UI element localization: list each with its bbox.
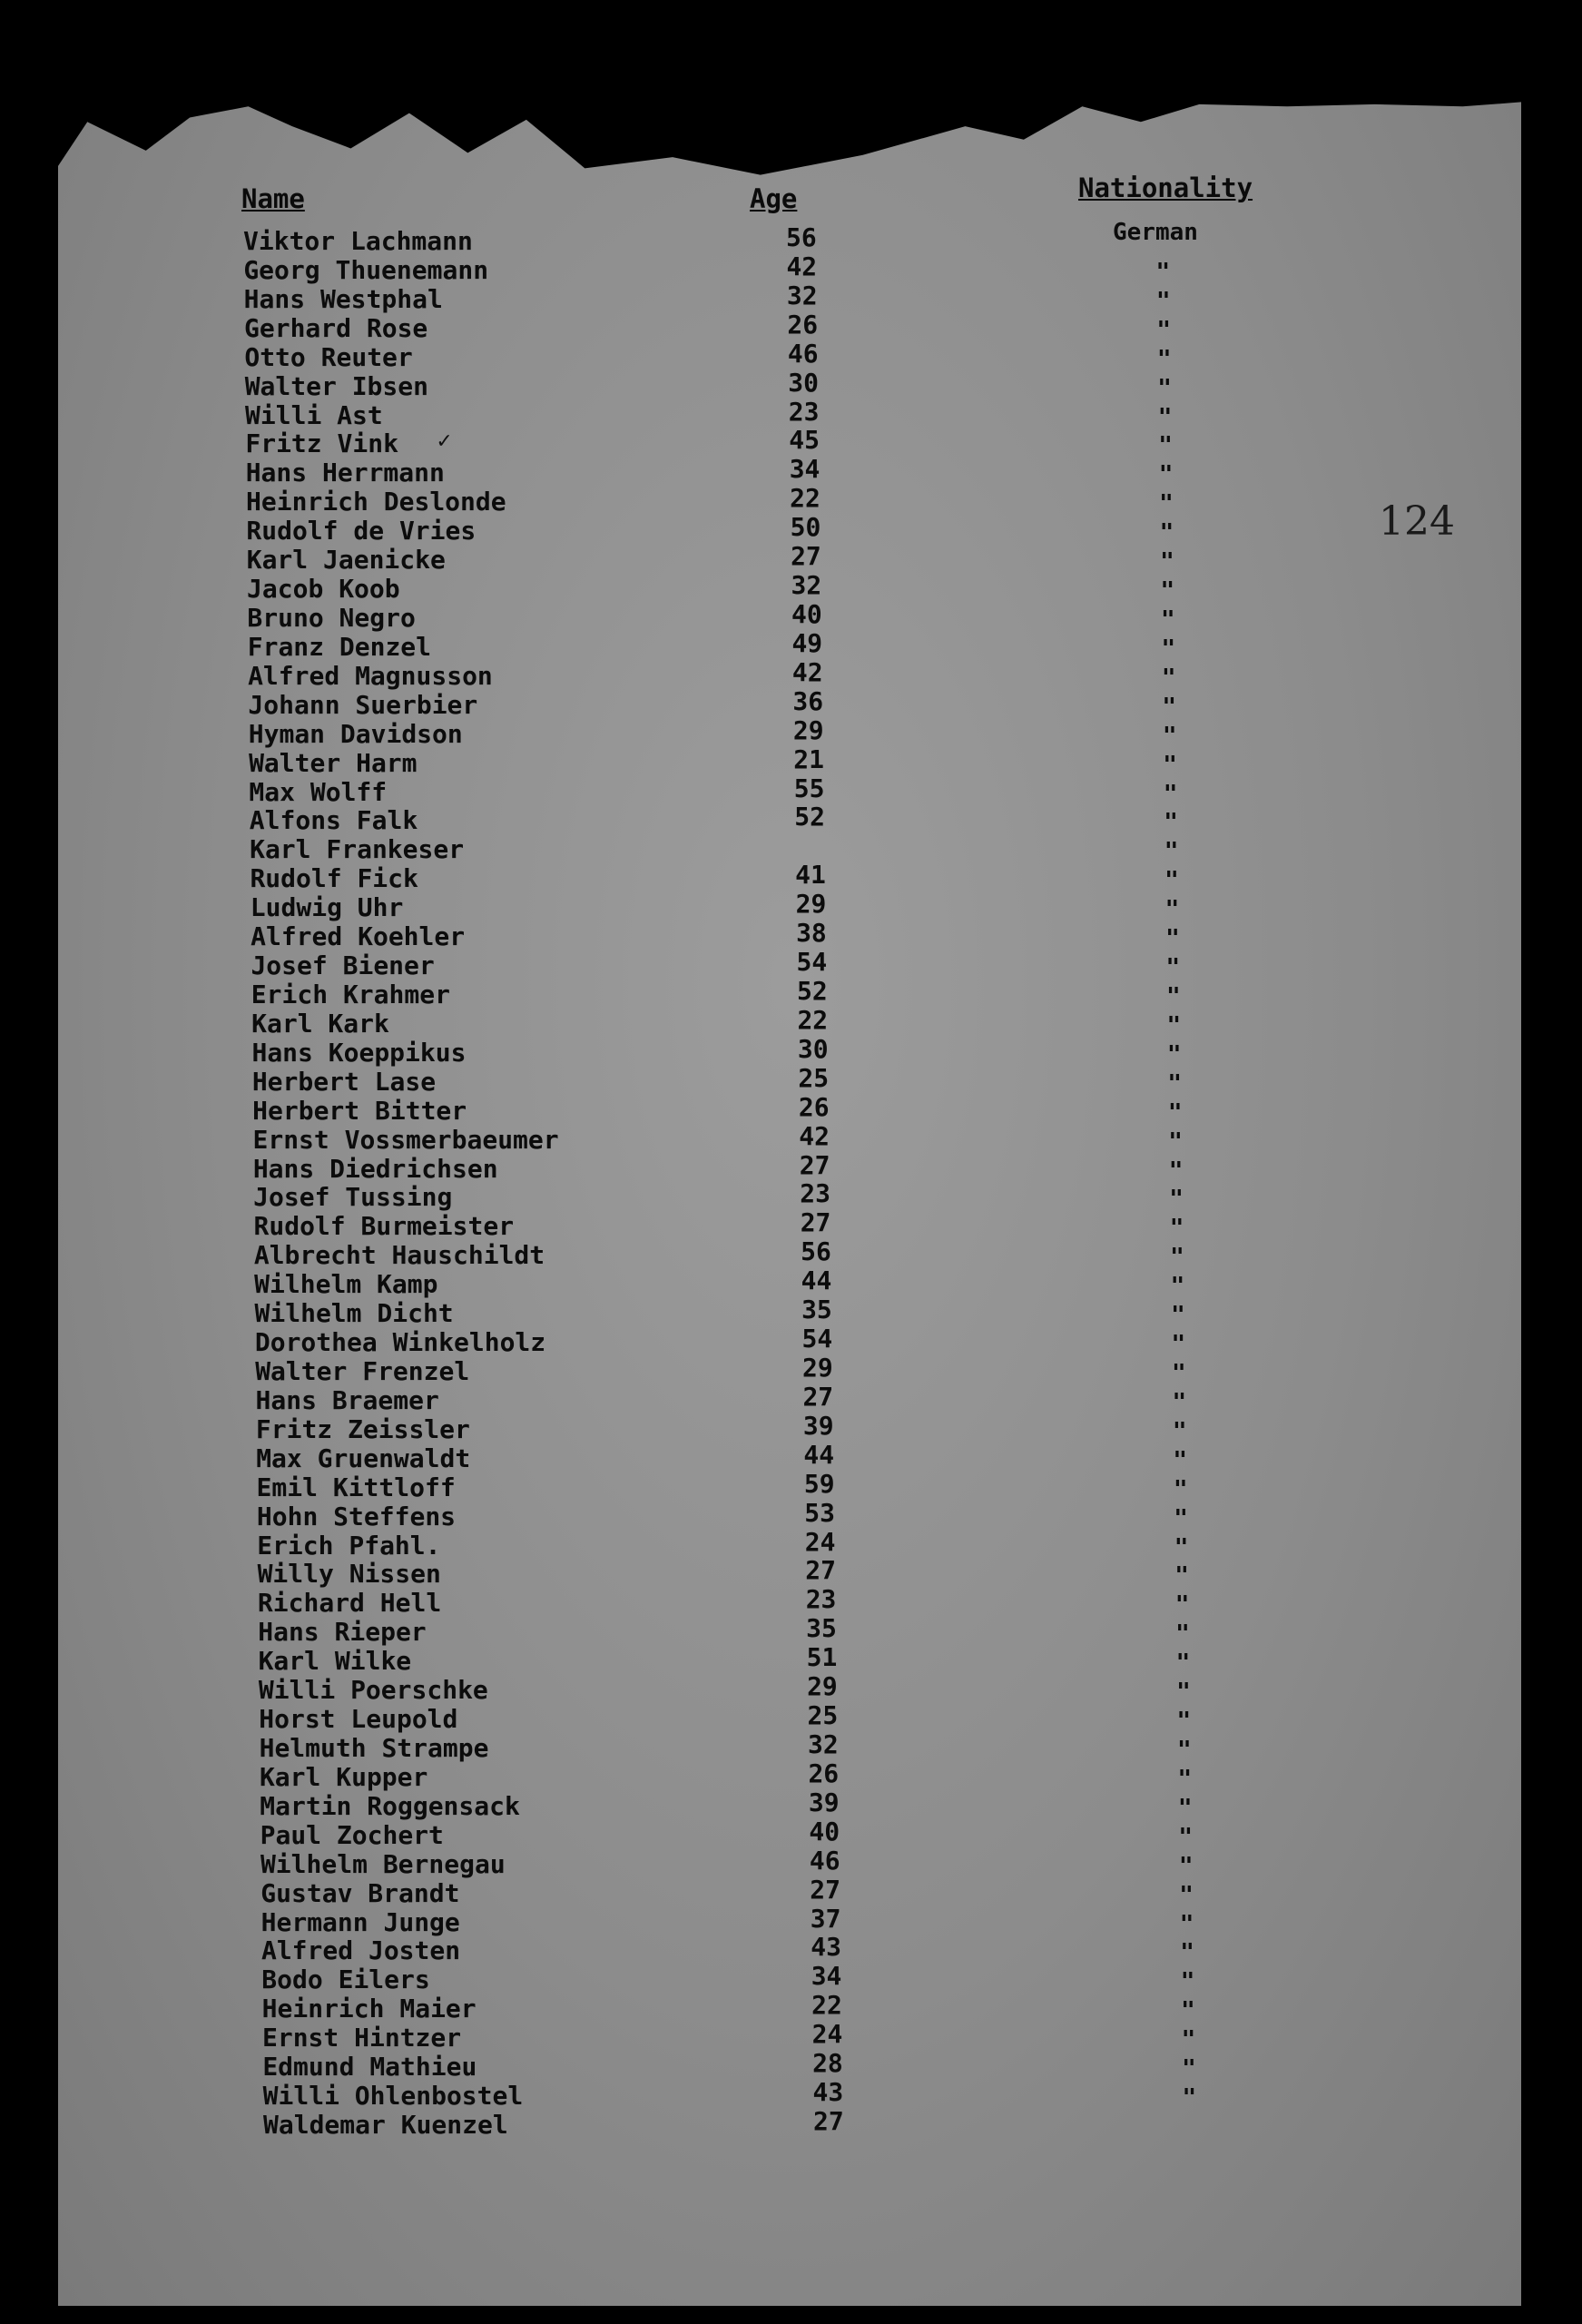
row-age: 42 (786, 251, 818, 281)
row-age: 22 (797, 1004, 829, 1035)
row-nationality: " (1159, 519, 1174, 547)
row-name: Fritz Vink (245, 428, 398, 459)
row-nationality: " (1178, 1852, 1194, 1880)
row-nationality: " (1156, 316, 1172, 344)
row-name: Max Wolff (249, 776, 388, 807)
row-age: 41 (795, 860, 826, 891)
row-nationality: " (1164, 809, 1178, 837)
row-age: 27 (813, 2106, 844, 2136)
row-name: Alfons Falk (249, 805, 418, 836)
row-age: 38 (796, 918, 827, 949)
row-age: 27 (799, 1149, 830, 1180)
row-age: 22 (811, 1990, 842, 2021)
row-nationality: " (1177, 1765, 1193, 1793)
row-age: 27 (805, 1555, 836, 1586)
row-nationality: " (1176, 1679, 1191, 1707)
row-nationality: " (1165, 925, 1180, 953)
row-nationality: " (1177, 1737, 1192, 1764)
row-nationality: " (1164, 867, 1179, 895)
row-age: 27 (791, 541, 821, 572)
row-nationality: " (1167, 1098, 1183, 1127)
row-name: Erich Pfahl. (257, 1530, 441, 1561)
row-name: Hans Diedrichsen (252, 1153, 498, 1184)
row-age: 32 (791, 570, 822, 601)
row-nationality: " (1166, 983, 1181, 1010)
row-name: Wilhelm Dicht (254, 1298, 454, 1329)
row-nationality: " (1168, 1128, 1183, 1156)
row-nationality: " (1163, 780, 1178, 808)
row-nationality: " (1171, 1302, 1185, 1330)
row-nationality: " (1155, 258, 1171, 286)
row-nationality: " (1174, 1562, 1189, 1590)
row-name: Alfred Koehler (251, 921, 466, 952)
row-age: 28 (812, 2048, 843, 2079)
row-age: 23 (805, 1584, 837, 1615)
row-age: 23 (800, 1178, 830, 1209)
row-age: 44 (801, 1265, 832, 1296)
row-nationality: " (1164, 896, 1180, 924)
row-nationality: " (1177, 1794, 1193, 1822)
row-name: Karl Kark (251, 1008, 389, 1039)
row-nationality: " (1175, 1649, 1191, 1678)
row-age: 46 (809, 1845, 840, 1876)
header-name: Name (241, 183, 305, 214)
row-age: 56 (786, 222, 817, 252)
row-name: Hans Rieper (258, 1617, 427, 1648)
row-nationality: " (1157, 403, 1173, 431)
row-name: Albrecht Hauschildt (253, 1240, 545, 1271)
row-nationality: " (1172, 1388, 1187, 1416)
row-age: 35 (806, 1613, 837, 1644)
row-name: Rudolf de Vries (246, 516, 477, 547)
row-name: Herbert Bitter (252, 1095, 467, 1126)
row-age: 29 (807, 1671, 838, 1702)
row-nationality: " (1166, 1040, 1182, 1068)
row-name: Ernst Hintzer (261, 2023, 462, 2053)
row-name: Waldemar Kuenzel (263, 2110, 508, 2140)
row-age: 32 (808, 1729, 839, 1759)
row-age: 40 (809, 1816, 840, 1846)
row-name: Viktor Lachmann (243, 226, 473, 256)
row-age: 30 (797, 1033, 829, 1064)
row-age: 23 (788, 396, 820, 427)
row-age: 43 (811, 1932, 841, 1963)
row-nationality: " (1158, 461, 1174, 489)
row-age: 34 (789, 454, 820, 485)
row-name: Wilhelm Kamp (254, 1269, 438, 1300)
page-number: 124 (1379, 498, 1455, 545)
row-name: Hyman Davidson (248, 718, 463, 749)
row-name: Bruno Negro (247, 603, 416, 633)
row-name: Bodo Eilers (261, 1965, 430, 1995)
row-age: 30 (788, 367, 820, 398)
row-name: Emil Kittloff (256, 1472, 456, 1502)
row-nationality: " (1166, 1011, 1182, 1039)
row-nationality: " (1164, 838, 1179, 866)
row-name: Rudolf Burmeister (253, 1211, 515, 1242)
row-age: 42 (791, 656, 823, 687)
row-age: 52 (794, 802, 825, 832)
row-nationality: " (1175, 1620, 1190, 1649)
row-name: Wilhelm Bernegau (260, 1848, 506, 1879)
row-age: 29 (802, 1353, 833, 1383)
row-age: 42 (799, 1120, 830, 1151)
row-age: 37 (810, 1903, 841, 1934)
row-nationality: " (1174, 1591, 1190, 1620)
row-nationality: " (1161, 635, 1176, 663)
row-nationality: " (1170, 1273, 1185, 1301)
row-nationality: " (1172, 1417, 1187, 1445)
row-nationality: " (1159, 490, 1174, 518)
row-nationality: " (1169, 1186, 1184, 1214)
row-name: Karl Wilke (258, 1646, 412, 1677)
row-nationality: " (1163, 751, 1177, 779)
row-age: 39 (808, 1787, 840, 1817)
row-name: Dorothea Winkelholz (254, 1327, 546, 1358)
row-name: Walter Frenzel (255, 1356, 470, 1386)
row-name: Hermann Junge (260, 1906, 460, 1937)
row-nationality: " (1179, 1910, 1194, 1938)
row-nationality: " (1182, 2055, 1196, 2083)
row-name: Josef Biener (251, 950, 435, 981)
row-age: 32 (786, 280, 818, 310)
row-nationality: " (1167, 1069, 1183, 1098)
row-name: Georg Thuenemann (243, 254, 489, 285)
row-age: 40 (791, 599, 822, 629)
row-nationality: German (1113, 219, 1198, 246)
row-nationality: " (1173, 1475, 1188, 1503)
row-age: 49 (791, 627, 823, 658)
row-age: 34 (811, 1961, 842, 1992)
row-name: Karl Kupper (259, 1761, 428, 1792)
row-nationality: " (1172, 1360, 1186, 1387)
row-name: Franz Denzel (247, 631, 432, 662)
row-name: Martin Roggensack (260, 1790, 520, 1821)
row-name: Helmuth Strampe (259, 1733, 489, 1763)
row-nationality: " (1182, 2084, 1197, 2112)
row-name: Horst Leupold (259, 1704, 458, 1735)
row-age: 45 (789, 425, 820, 456)
row-nationality: " (1181, 2026, 1196, 2054)
row-nationality: " (1161, 664, 1176, 692)
row-name: Gerhard Rose (244, 312, 428, 343)
row-age: 26 (787, 309, 819, 340)
row-name: Otto Reuter (244, 341, 413, 372)
row-nationality: " (1181, 1997, 1195, 2025)
header-nationality: Nationality (1078, 172, 1253, 203)
row-age: 35 (801, 1295, 832, 1325)
row-age: 46 (787, 338, 819, 369)
row-name: Willy Nissen (257, 1559, 441, 1590)
row-age: 24 (811, 2019, 843, 2050)
row-name: Josef Tussing (253, 1182, 453, 1213)
row-age: 54 (801, 1324, 833, 1354)
row-age: 39 (802, 1410, 834, 1441)
handwritten-check-icon: ✓ (436, 430, 453, 454)
row-name: Karl Jaenicke (246, 545, 446, 576)
row-age: 27 (810, 1874, 841, 1905)
row-age: 21 (793, 743, 825, 774)
row-nationality: " (1169, 1215, 1184, 1243)
row-nationality: " (1174, 1504, 1188, 1532)
row-name: Alfred Josten (260, 1935, 461, 1966)
row-nationality: " (1178, 1823, 1194, 1851)
row-nationality: " (1174, 1533, 1189, 1561)
row-name: Willi Ast (245, 399, 383, 430)
row-age: 22 (790, 483, 820, 514)
row-age: 27 (800, 1207, 831, 1238)
row-name: Hans Westphal (243, 283, 443, 314)
row-nationality: " (1162, 722, 1177, 750)
row-age: 29 (795, 889, 827, 920)
row-nationality: " (1157, 374, 1172, 402)
row-nationality: " (1158, 432, 1173, 460)
row-name: Walter Harm (249, 747, 418, 778)
row-name: Hans Koeppikus (251, 1037, 467, 1068)
row-age: 51 (806, 1642, 838, 1673)
row-nationality: " (1180, 1968, 1195, 1996)
row-name: Hohn Steffens (256, 1501, 457, 1531)
row-name: Rudolf Fick (250, 863, 418, 894)
row-name: Walter Ibsen (244, 370, 428, 401)
row-name: Edmund Mathieu (262, 2052, 477, 2083)
row-age: 27 (802, 1381, 834, 1412)
row-age: 26 (798, 1091, 830, 1122)
row-age: 55 (793, 773, 825, 803)
row-name: Paul Zochert (260, 1819, 444, 1850)
row-name: Alfred Magnusson (248, 660, 493, 691)
header-age: Age (750, 183, 798, 214)
row-nationality: " (1160, 548, 1174, 576)
row-age: 25 (807, 1700, 839, 1731)
row-nationality: " (1170, 1244, 1184, 1272)
row-nationality: " (1176, 1708, 1192, 1736)
row-name: Willi Poerschke (258, 1675, 488, 1706)
row-age: 29 (792, 714, 824, 745)
row-name: Ludwig Uhr (250, 892, 404, 923)
row-age: 24 (804, 1526, 836, 1557)
row-age: 59 (803, 1468, 835, 1499)
row-age: 36 (792, 685, 824, 716)
row-age: 50 (790, 512, 821, 543)
row-age: 56 (801, 1236, 831, 1267)
row-nationality: " (1179, 1881, 1194, 1909)
row-name: Johann Suerbier (248, 689, 478, 720)
row-nationality: " (1173, 1446, 1188, 1474)
row-name: Hans Herrmann (245, 458, 445, 488)
row-age: 52 (797, 976, 828, 1006)
row-name: Herbert Lase (251, 1066, 437, 1097)
row-name: Jacob Koob (247, 574, 400, 605)
row-age: 44 (803, 1439, 835, 1470)
row-name: Karl Frankeser (250, 834, 465, 865)
row-name: Richard Hell (257, 1588, 442, 1619)
row-age: 54 (796, 947, 828, 978)
row-name: Erich Krahmer (251, 980, 450, 1009)
row-name: Fritz Zeissler (255, 1413, 470, 1444)
row-nationality: " (1165, 954, 1181, 982)
row-age: 43 (812, 2077, 844, 2108)
row-nationality: " (1160, 577, 1175, 606)
row-nationality: " (1155, 287, 1171, 315)
row-age: 53 (804, 1497, 836, 1528)
row-name: Willi Ohlenbostel (262, 2081, 524, 2112)
row-nationality: " (1161, 606, 1175, 634)
row-name: Ernst Vossmerbaeumer (252, 1124, 559, 1155)
row-name: Gustav Brandt (260, 1877, 460, 1908)
row-nationality: " (1168, 1157, 1184, 1185)
row-age: 26 (808, 1758, 840, 1788)
row-name: Hans Braemer (255, 1384, 439, 1415)
row-age: 25 (798, 1062, 830, 1093)
row-name: Heinrich Deslonde (246, 487, 506, 517)
row-nationality: " (1156, 345, 1172, 373)
row-name: Max Gruenwaldt (256, 1443, 471, 1473)
row-name: Heinrich Maier (261, 1994, 477, 2024)
row-nationality: " (1180, 1939, 1194, 1967)
row-nationality: " (1162, 693, 1177, 721)
row-nationality: " (1171, 1331, 1186, 1359)
